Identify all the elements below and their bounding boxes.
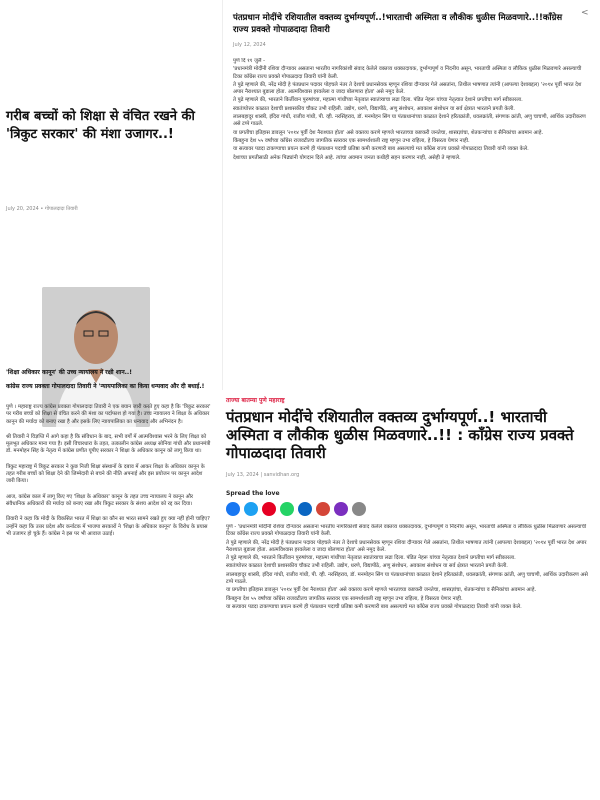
- social-share-bar: [226, 502, 366, 516]
- bottom-paragraph: लालबहादूर शास्त्री, इंदिरा गांधी, राजीव गांधी, पी. व्ही. नरसिंहराव, डॉ. मनमोहन सिंग या पंतप्रधानांच्या काळात देशाने हरितक्रांती, धवलक्रांती, संगणक क्रांती, अणु चाचणी, आर्थिक उदारीकरण असे टप्पे गाठले.: [226, 571, 588, 586]
- pinterest-icon[interactable]: [262, 502, 276, 516]
- bottom-article-meta: July 13, 2024 | sanvidhan.org: [226, 472, 300, 478]
- right-paragraph: 'प्रधानमंत्री मोदींनी रशिया दौऱ्यावर असताना भारतीय नागरिकांशी संवाद केलेले वक्तव्य धक्कादायक, दुर्भाग्यपूर्ण व निंदनीय असून, भारताची अस्मिता व लौकिक धुळीस मिळवणारे असल्याची टिका काँग्रेस राज्य प्रवक्ते गोपाळदादा तिवारी यांनी केली.: [233, 66, 582, 80]
- twitter-icon[interactable]: [244, 502, 258, 516]
- share-icon[interactable]: <: [581, 8, 589, 18]
- left-article-meta: July 20, 2024 • गोपालदादा तिवारी: [6, 206, 78, 212]
- right-paragraph: या सत्यावर पडदा टाकण्याचा प्रयत्न करणे ही पंतप्रधान पदाची प्रतिष्ठा कमी करणारी बाब असल्याचे मत काँग्रेस राज्य प्रवक्ते गोपाळदादा तिवारी यांनी व्यक्त केले.: [233, 146, 529, 153]
- print-icon[interactable]: [352, 502, 366, 516]
- right-paragraph: स्वातंत्र्योत्तर काळात देशाची प्रशासकीय चौकट उभी राहिली. उद्योग, धरणे, विद्यापीठे, अणु संशोधन, अवकाश संशोधन या सर्व क्षेत्रात भारताने प्रगती केली.: [233, 105, 515, 112]
- right-article: [222, 0, 600, 390]
- bottom-paragraph: स्वातंत्र्योत्तर काळात देशाची प्रशासकीय चौकट उभी राहिली. उद्योग, धरणे, विद्यापीठे, अणु संशोधन, अवकाश संशोधन या सर्व क्षेत्रात भारताने प्रगती केली.: [226, 563, 508, 570]
- right-article-date: July 12, 2024: [233, 42, 266, 48]
- right-paragraph: ते पुढे म्हणाले की, भारताने किर्तीवान पुरुषांच्या, महात्मा गांधींच्या नेतृत्वात स्वातंत्र्याचा लढा दिला. पंडित नेहरू यांच्या नेतृत्वात देशाने प्रगतीचा मार्ग स्वीकारला.: [233, 97, 523, 104]
- spread-the-love: Spread the love: [226, 490, 280, 497]
- right-paragraph: लालबहादूर शास्त्री, इंदिरा गांधी, राजीव गांधी, पी. व्ही. नरसिंहराव, डॉ. मनमोहन सिंग या पंतप्रधानांच्या काळात देशाने हरितक्रांती, धवलक्रांती, संगणक क्रांती, अणु चाचणी, आर्थिक उदारीकरण असे टप्पे गाठले.: [233, 114, 586, 128]
- left-article: [0, 82, 216, 800]
- right-paragraph: किंबहुना देश ५५ वर्षांच्या काँग्रेस राजवटीतच जागतिक स्तरावर एक सामर्थ्यशाली राष्ट्र म्हणून उभा राहिला, हे विसरता येणार नाही.: [233, 137, 470, 144]
- left-paragraph: श्री तिवारी ने विज्ञप्ति में आगे कहा है कि संविधान के बाद, सभी वर्गों में आत्मविश्वास भरने के लिए शिक्षा को मूलभूत अधिकार माना गया है। इसी विचारधारा के तहत, तत्कालीन कांग्रेस अध्यक्ष सोनिया गांधी और प्रधानमंत्री डॉ. मनमोहन सिंह के नेतृत्व में कांग्रेस प्रणीत यूपीए सरकार ने शिक्षा के अधिकार कानून को लागू किया था।: [6, 433, 211, 455]
- right-body: [233, 58, 588, 388]
- bottom-paragraph: पुणे - 'प्रधानमंत्री मोदींनी रशिया दौऱ्यावर असताना भारतीय नागरिकांशी संवाद केलेले वक्तव्य धक्कादायक, दुर्भाग्यपूर्ण व निंदनीय असून, भारताची अस्मिता व लौकिक धुळीस मिळवणारे असल्याची टिका काँग्रेस राज्य प्रवक्ते गोपाळदादा तिवारी यांनी केली.: [226, 524, 587, 538]
- bottom-paragraph: किंबहुना देश ५५ वर्षांच्या काँग्रेस राजवटीतच जागतिक स्तरावर एक सामर्थ्यशाली राष्ट्र म्हणून उभा राहिला, हे विसरता येणार नाही.: [226, 595, 463, 602]
- right-paragraph: या प्रगतीचा इतिहास डावलून '२०१४ पूर्वी देश नैराश्यात होता' असे वक्तव्य करणे म्हणजे भारताच्या कष्टकरी जनतेचा, शास्त्रज्ञांचा, शेतकऱ्यांचा व सैनिकांचा अवमान आहे.: [233, 129, 544, 136]
- bottom-paragraph: ते पुढे म्हणाले की, नरेंद्र मोदी हे पंतप्रधान पदावर पोहचले नंतर ते देशाचे प्रधानसेवक म्हणून रशिया दौऱ्यावर गेले असतांना, तिथील भाषणात त्यांनी (आपल्या देशाबद्दल) '२०१४ पूर्वी भारत देश अपार नैराश्यात बुडाला होता. आत्मविश्वास हरवलेला व जादा बोलणारा होता' असे नमूद केले.: [226, 539, 587, 553]
- bottom-paragraph: या प्रगतीचा इतिहास डावलून '२०१४ पूर्वी देश नैराश्यात होता' असे वक्तव्य करणे म्हणजे भारताच्या कष्टकरी जनतेचा, शास्त्रज्ञांचा, शेतकऱ्यांचा व सैनिकांचा अवमान आहे.: [226, 587, 537, 594]
- left-intro: कांग्रेस राज्य प्रवक्ता गोपालदादा तिवारी ने 'न्यायपालिका का किया धन्यवाद और दी बधाई.!: [6, 383, 205, 390]
- left-article-title: गरीब बच्चों को शिक्षा से वंचित रखने की 'त्रिकुट सरकार' की मंशा उजागर..!: [6, 109, 195, 142]
- bottom-article: [222, 390, 600, 800]
- left-body: [6, 404, 211, 539]
- left-paragraph: आज, कांग्रेस काल में लागू किए गए 'शिक्षा के अधिकार' कानून के तहत उच्च न्यायालय ने कानून और संवैधानिक अधिकारों की मर्यादा को बनाए रखा और त्रिकुट सरकार के संशय आदेश को रद्द कर दिया।: [6, 493, 194, 507]
- left-paragraph: पुणे । महाराष्ट्र राज्य कांग्रेस प्रवक्ता गोपालदादा तिवारी ने एक बयान जारी करते हुए कहा है कि 'त्रिकुट सरकार' पर गरीब बच्चों को शिक्षा से वंचित करने की मंशा का पर्दाफाश हो गया है। उच्च न्यायालय ने शिक्षा के अधिकार कानून की मर्यादा को बनाए रखा है और इसके लिए न्यायपालिका का धन्यवाद और अभिनंदन है।: [6, 404, 211, 425]
- bottom-paragraph: या सत्यावर पडदा टाकण्याचा प्रयत्न करणे ही पंतप्रधान पदाची प्रतिष्ठा कमी करणारी बाब असल्याचे मत काँग्रेस राज्य प्रवक्ते गोपाळदादा तिवारी यांनी व्यक्त केले.: [226, 603, 522, 610]
- right-paragraph: देशाच्या प्रगतीसाठी अनेक पिढ्यांनी योगदान दिले आहे. त्यांचा अवमान जनता कधीही सहन करणार नाही, असेही ते म्हणाले.: [233, 154, 461, 161]
- whatsapp-icon[interactable]: [280, 502, 294, 516]
- left-paragraph: तिवारी ने कहा कि मोदी के विकसित भारत में शिक्षा का कौन सा भारत सामने रखते हुए क्या नहीं होनी चाहिए? उन्होंने कहा कि उत्तर प्रदेश और कर्नाटक में भाजपा सरकारों ने 'शिक्षा के अधिकार कानून' के विरोध के प्रयास भी उजागर हो चुके हैं। कांग्रेस ने इस पर भी आवाज उठाई।: [6, 516, 210, 537]
- right-paragraph: पुणे दि ११ जुलै -: [233, 58, 266, 64]
- bottom-body: [226, 524, 594, 796]
- bottom-article-title: पंतप्रधान मोदींचे रशियातील वक्तव्य दुर्भाग्यपूर्ण..! भारताची अस्मिता व लौकीक धुळीस मिळवणारे..!! : कॉंग्रेस राज्य प्रवक्ते गोपाळदादा तिवारी: [226, 408, 574, 462]
- left-paragraph: त्रिकुट महाराष्ट्र में त्रिकुट सरकार ने कुछ निजी शिक्षा संस्थानों के दबाव में आकर शिक्षा के अधिकार कानून के तहत गरीब बच्चों को शिक्षा देने की जिम्मेदारी से बचने की नीति अपनाई और इस प्रयोजन पर कानून आदेश जारी किया।: [6, 463, 205, 485]
- photo-caption: 'शिक्षा अधिकार कानून' की उच्च न्यायालय ने रक्षी शान..!: [6, 369, 132, 376]
- bottom-paragraph: ते पुढे म्हणाले की, भारताने किर्तीवान पुरुषांच्या, महात्मा गांधींच्या नेतृत्वात स्वातंत्र्याचा लढा दिला. पंडित नेहरू यांच्या नेतृत्वात देशाने प्रगतीचा मार्ग स्वीकारला.: [226, 555, 516, 562]
- right-article-title: पंतप्रधान मोदींचे रशियातील वक्तव्य दुर्भाग्यपूर्ण..!भारताची अस्मिता व लौकीक धुळीस मिळवणारे..!!कॉंग्रेस राज्य प्रवक्ते गोपाळदादा तिवारी: [233, 13, 563, 35]
- linkedin-icon[interactable]: [298, 502, 312, 516]
- facebook-icon[interactable]: [226, 502, 240, 516]
- category-tags[interactable]: ताज्या बातम्या पुणे महाराष्ट्र: [226, 397, 285, 404]
- gmail-icon[interactable]: [316, 502, 330, 516]
- right-paragraph: ते पुढे म्हणाले की, नरेंद्र मोदी हे पंतप्रधान पदावर पोहचले नंतर ते देशाचे प्रधानसेवक म्हणून रशिया दौऱ्यावर गेले असतांना, तिथील भाषणात त्यांनी (आपल्या देशाबद्दल) '२०१४ पूर्वी भारत देश अपार नैराश्यात बुडाला होता. आत्मविश्वास हरवलेला व जादा बोलणारा होता' असे नमूद केले.: [233, 81, 582, 96]
- more-icon[interactable]: [334, 502, 348, 516]
